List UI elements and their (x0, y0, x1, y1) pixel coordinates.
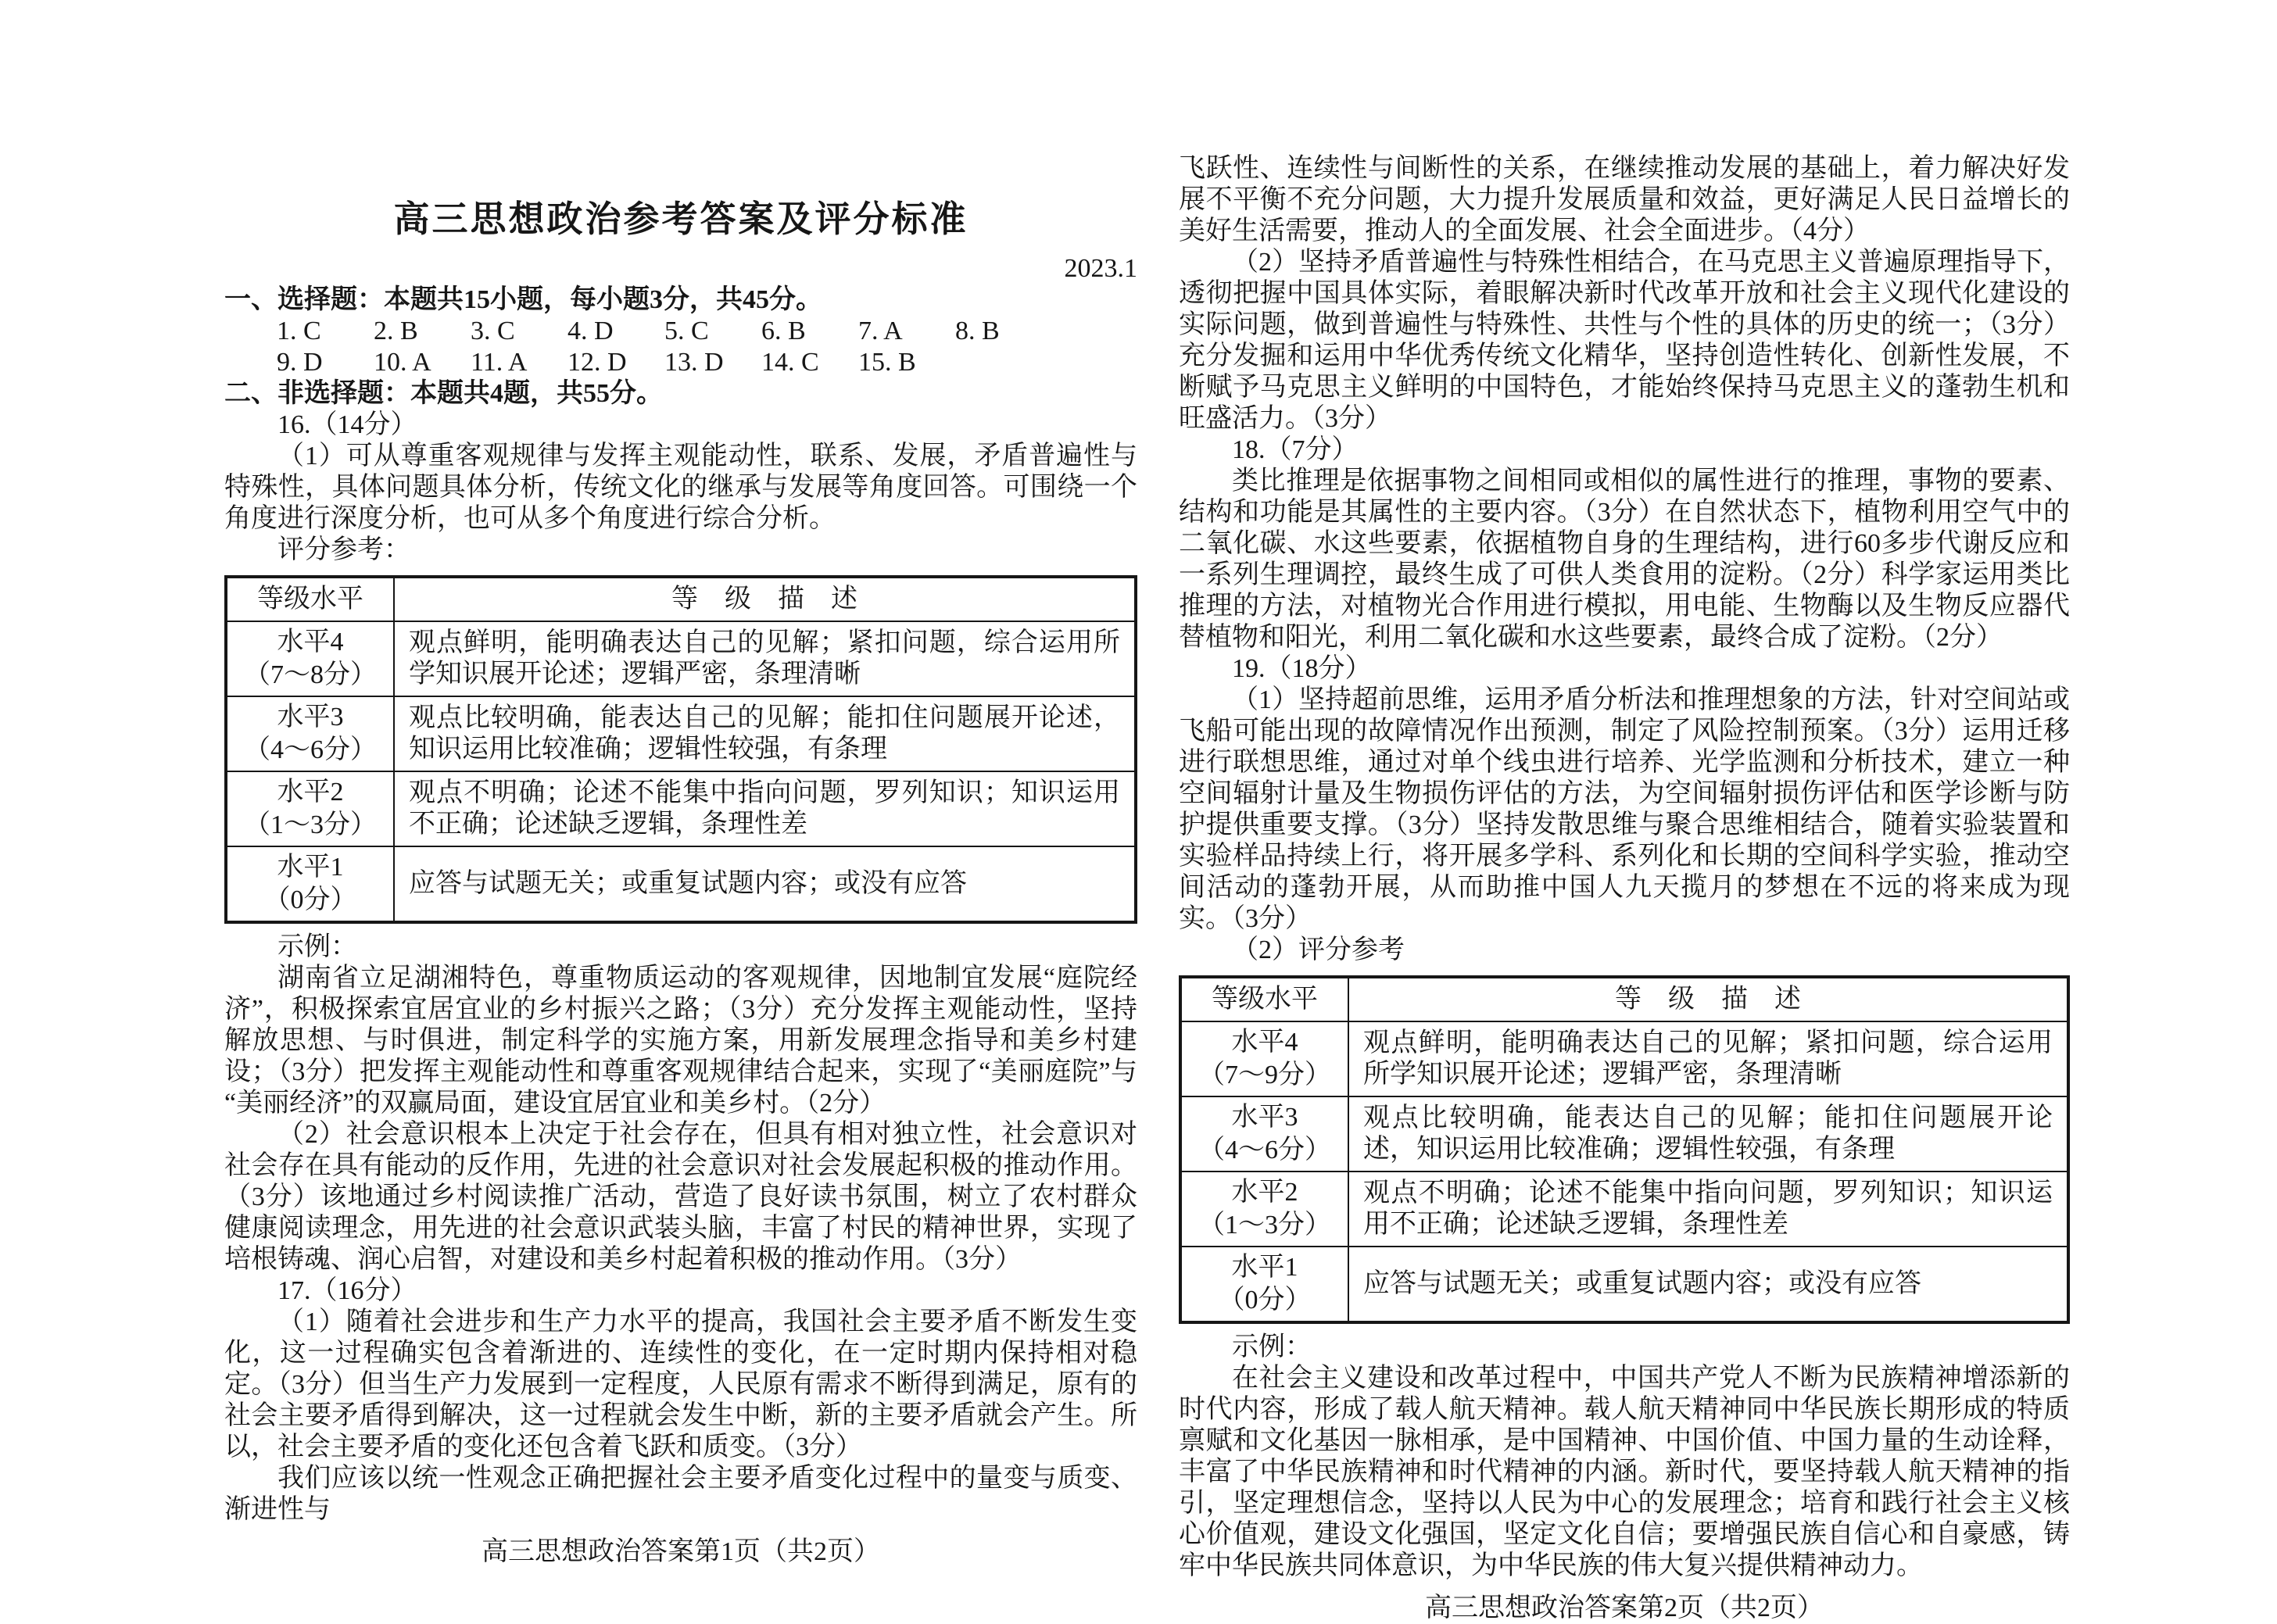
q17-part1-answer: （1）随着社会进步和生产力水平的提高，我国社会主要矛盾不断发生变化，这一过程确实包含着渐进的、连续性的变化，在一定时期内保持相对稳定。（3分）但当生产力发展到一定程度，人民原有需求不断得到满足，原有的社会主要矛盾得到解决，这一过程就会发生中断，新的主要矛盾就会产生。所以，社会主要矛盾的变化还包含着飞跃和质变。（3分） (224, 1307, 1137, 1461)
rubric-row-level3 (1180, 1096, 2068, 1171)
rubric-level-desc: 观点鲜明，能明确表达自己的见解；紧扣问题，综合运用所学知识展开论述；逻辑严密，条理清晰 (1348, 1021, 2068, 1096)
q16-example-text: 湖南省立足湖湘特色，尊重物质运动的客观规律，因地制宜发展“庭院经济”，积极探索宜居宜业的乡村振兴之路；（3分）充分发挥主观能动性，坚持解放思想、与时俱进，制定科学的实施方案，用新发展理念指导和美乡村建设；（3分）把发挥主观能动性和尊重客观规律结合起来，实现了“美丽庭院”与“美丽经济”的双赢局面，建设宜居宜业和美乡村。（2分） (224, 964, 1137, 1118)
rubric-level-score: （4～6分） (1198, 1136, 1331, 1164)
frq-section-heading: 二、非选择题：本题共4题，共55分。 (224, 379, 663, 408)
exam-date: 2023.1 (1064, 254, 1137, 283)
q16-part1-answer: （1）可从尊重客观规律与发挥主观能动性，联系、发展，矛盾普遍性与特殊性，具体问题具体分析，传统文化的继承与发展等角度回答。可围绕一个角度进行深度分析，也可从多个角度进行综合分析。 (224, 442, 1137, 533)
rubric-header-row (1180, 977, 2068, 1021)
rubric-row-level4 (1180, 1021, 2068, 1096)
rubric-level-score: （1～3分） (1198, 1211, 1331, 1239)
rubric-header-desc: 等 级 描 述 (1348, 977, 2068, 1021)
rubric-header-row (226, 577, 1136, 621)
q19-rubric-label: （2）评分参考 (1232, 935, 1405, 964)
mc-section-heading: 一、选择题：本题共15小题，每小题3分，共45分。 (224, 285, 822, 314)
rubric-level-label: 水平4 (277, 628, 344, 656)
mc-answers-row-1 (224, 316, 1137, 347)
rubric-level-desc: 应答与试题无关；或重复试题内容；或没有应答 (1348, 1247, 2068, 1322)
q16-rubric-table (224, 575, 1137, 924)
rubric-level-label: 水平1 (1231, 1253, 1298, 1282)
mc-answer-12: 12. D (567, 348, 627, 377)
mc-answer-4: 4. D (567, 317, 614, 345)
rubric-level-label: 水平2 (1231, 1178, 1298, 1207)
rubric-level-score: （0分） (1218, 1286, 1312, 1315)
mc-answer-3: 3. C (471, 317, 515, 345)
rubric-row-level1 (226, 846, 1136, 922)
q16-number: 16.（14分） (277, 410, 417, 439)
rubric-level-desc: 观点比较明确，能表达自己的见解；能扣住问题展开论述，知识运用比较准确；逻辑性较强，有条理 (1348, 1096, 2068, 1171)
rubric-level-desc: 观点不明确；论述不能集中指向问题，罗列知识；知识运用不正确；论述缺乏逻辑，条理性差 (1348, 1171, 2068, 1247)
rubric-row-level3 (226, 696, 1136, 771)
rubric-header-level: 等级水平 (226, 577, 394, 621)
q19-rubric-table (1179, 975, 2070, 1324)
q18-number: 18.（7分） (1232, 435, 1359, 464)
q16-part2-answer: （2）社会意识根本上决定于社会存在，但具有相对独立性，社会意识对社会存在具有能动的反作用，先进的社会意识对社会发展起积极的推动作用。（3分）该地通过乡村阅读推广活动，营造了良好读书氛围，树立了农村群众健康阅读理念，用先进的社会意识武装头脑，丰富了村民的精神世界，实现了培根铸魂、润心启智，对建设和美乡村起着积极的推动作用。（3分） (224, 1120, 1137, 1274)
q19-example-label: 示例： (1232, 1332, 1312, 1361)
rubric-level-desc: 观点比较明确，能表达自己的见解；能扣住问题展开论述，知识运用比较准确；逻辑性较强，有条理 (394, 696, 1136, 771)
rubric-level-label: 水平3 (277, 703, 344, 732)
rubric-level-score: （4～6分） (244, 735, 377, 764)
q19-part1-answer: （1）坚持超前思维，运用矛盾分析法和推理想象的方法，针对空间站或飞船可能出现的故障情况作出预测，制定了风险控制预案。（3分）运用迁移进行联想思维，通过对单个线虫进行培养、光学监测和分析技术，建立一种空间辐射计量及生物损伤评估的方法，为空间辐射损伤评估和医学诊断与防护提供重要支撑。（3分）坚持发散思维与聚合思维相结合，随着实验装置和实验样品持续上行，将开展多学科、系列化和长期的空间科学实验，推动空间活动的蓬勃开展，从而助推中国人九天揽月的梦想在不远的将来成为现实。（3分） (1179, 685, 2070, 933)
q17-number: 17.（16分） (277, 1276, 417, 1305)
q19-example-text: 在社会主义建设和改革过程中，中国共产党人不断为民族精神增添新的时代内容，形成了载人航天精神。载人航天精神同中华民族长期形成的特质禀赋和文化基因一脉相承，是中国精神、中国价值、中国力量的生动诠释，丰富了中华民族精神和时代精神的内涵。新时代，要坚持载人航天精神的指引，坚定理想信念，坚持以人民为中心的发展理念；培育和践行社会主义核心价值观，建设文化强国，坚定文化自信；要增强民族自信心和自豪感，铸牢中华民族共同体意识，为中华民族的伟大复兴提供精神动力。 (1179, 1364, 2070, 1580)
mc-answer-13: 13. D (664, 348, 724, 377)
page1-footer: 高三思想政治答案第1页（共2页） (482, 1537, 880, 1566)
page-2 (1179, 153, 2070, 1624)
q19-number: 19.（18分） (1232, 654, 1372, 683)
rubric-level-label: 水平4 (1231, 1028, 1298, 1057)
rubric-level-desc: 观点不明确；论述不能集中指向问题，罗列知识；知识运用不正确；论述缺乏逻辑，条理性差 (394, 771, 1136, 846)
mc-answer-8: 8. B (955, 317, 1000, 345)
q16-example-label: 示例： (277, 932, 357, 961)
mc-answer-9: 9. D (277, 348, 323, 377)
rubric-row-level2 (1180, 1171, 2068, 1247)
mc-answer-15: 15. B (858, 348, 916, 377)
mc-answer-14: 14. C (761, 348, 819, 377)
rubric-level-desc: 应答与试题无关；或重复试题内容；或没有应答 (394, 846, 1136, 922)
q17-part1-continuation: 飞跃性、连续性与间断性的关系，在继续推动发展的基础上，着力解决好发展不平衡不充分问题，大力提升发展质量和效益，更好满足人民日益增长的美好生活需要，推动人的全面发展、社会全面进步。（4分） (1179, 154, 2070, 245)
mc-answers-row-2 (224, 347, 1137, 378)
rubric-level-label: 水平2 (277, 778, 344, 807)
rubric-level-score: （7～9分） (1198, 1061, 1331, 1089)
rubric-row-level1 (1180, 1247, 2068, 1322)
mc-answer-11: 11. A (471, 348, 528, 377)
mc-answer-6: 6. B (761, 317, 806, 345)
q16-rubric-label: 评分参考： (277, 535, 410, 564)
document-title: 高三思想政治参考答案及评分标准 (393, 199, 968, 239)
mc-answer-7: 7. A (858, 317, 903, 345)
rubric-level-label: 水平1 (277, 853, 344, 882)
rubric-level-score: （7～8分） (244, 660, 377, 689)
page-1 (224, 197, 1137, 1568)
rubric-row-level4 (226, 621, 1136, 696)
rubric-level-desc: 观点鲜明，能明确表达自己的见解；紧扣问题，综合运用所学知识展开论述；逻辑严密，条理清晰 (394, 621, 1136, 696)
mc-answer-10: 10. A (374, 348, 431, 377)
q17-part1-tail: 我们应该以统一性观念正确把握社会主要矛盾变化过程中的量变与质变、渐进性与 (224, 1464, 1137, 1524)
rubric-level-label: 水平3 (1231, 1103, 1298, 1132)
mc-answer-2: 2. B (374, 317, 418, 345)
rubric-header-desc: 等 级 描 述 (394, 577, 1136, 621)
rubric-header-level: 等级水平 (1180, 977, 1348, 1021)
q17-part2-answer: （2）坚持矛盾普遍性与特殊性相结合，在马克思主义普遍原理指导下，透彻把握中国具体实际，着眼解决新时代改革开放和社会主义现代化建设的实际问题，做到普遍性与特殊性、共性与个性的具体的历史的统一；（3分）充分发掘和运用中华优秀传统文化精华，坚持创造性转化、创新性发展，不断赋予马克思主义鲜明的中国特色，才能始终保持马克思主义的蓬勃生机和旺盛活力。（3分） (1179, 248, 2070, 433)
mc-answer-1: 1. C (277, 317, 321, 345)
rubric-row-level2 (226, 771, 1136, 846)
rubric-level-score: （1～3分） (244, 810, 377, 839)
mc-answer-5: 5. C (664, 317, 709, 345)
q18-answer: 类比推理是依据事物之间相同或相似的属性进行的推理，事物的要素、结构和功能是其属性的主要内容。（3分）在自然状态下，植物利用空气中的二氧化碳、水这些要素，依据植物自身的生理结构，进行60多步代谢反应和一系列生理调控，最终生成了可供人类食用的淀粉。（2分）科学家运用类比推理的方法，对植物光合作用进行模拟，用电能、生物酶以及生物反应器代替植物和阳光，利用二氧化碳和水这些要素，最终合成了淀粉。（2分） (1179, 467, 2070, 652)
page2-footer: 高三思想政治答案第2页（共2页） (1425, 1594, 1824, 1622)
rubric-level-score: （0分） (263, 885, 357, 914)
